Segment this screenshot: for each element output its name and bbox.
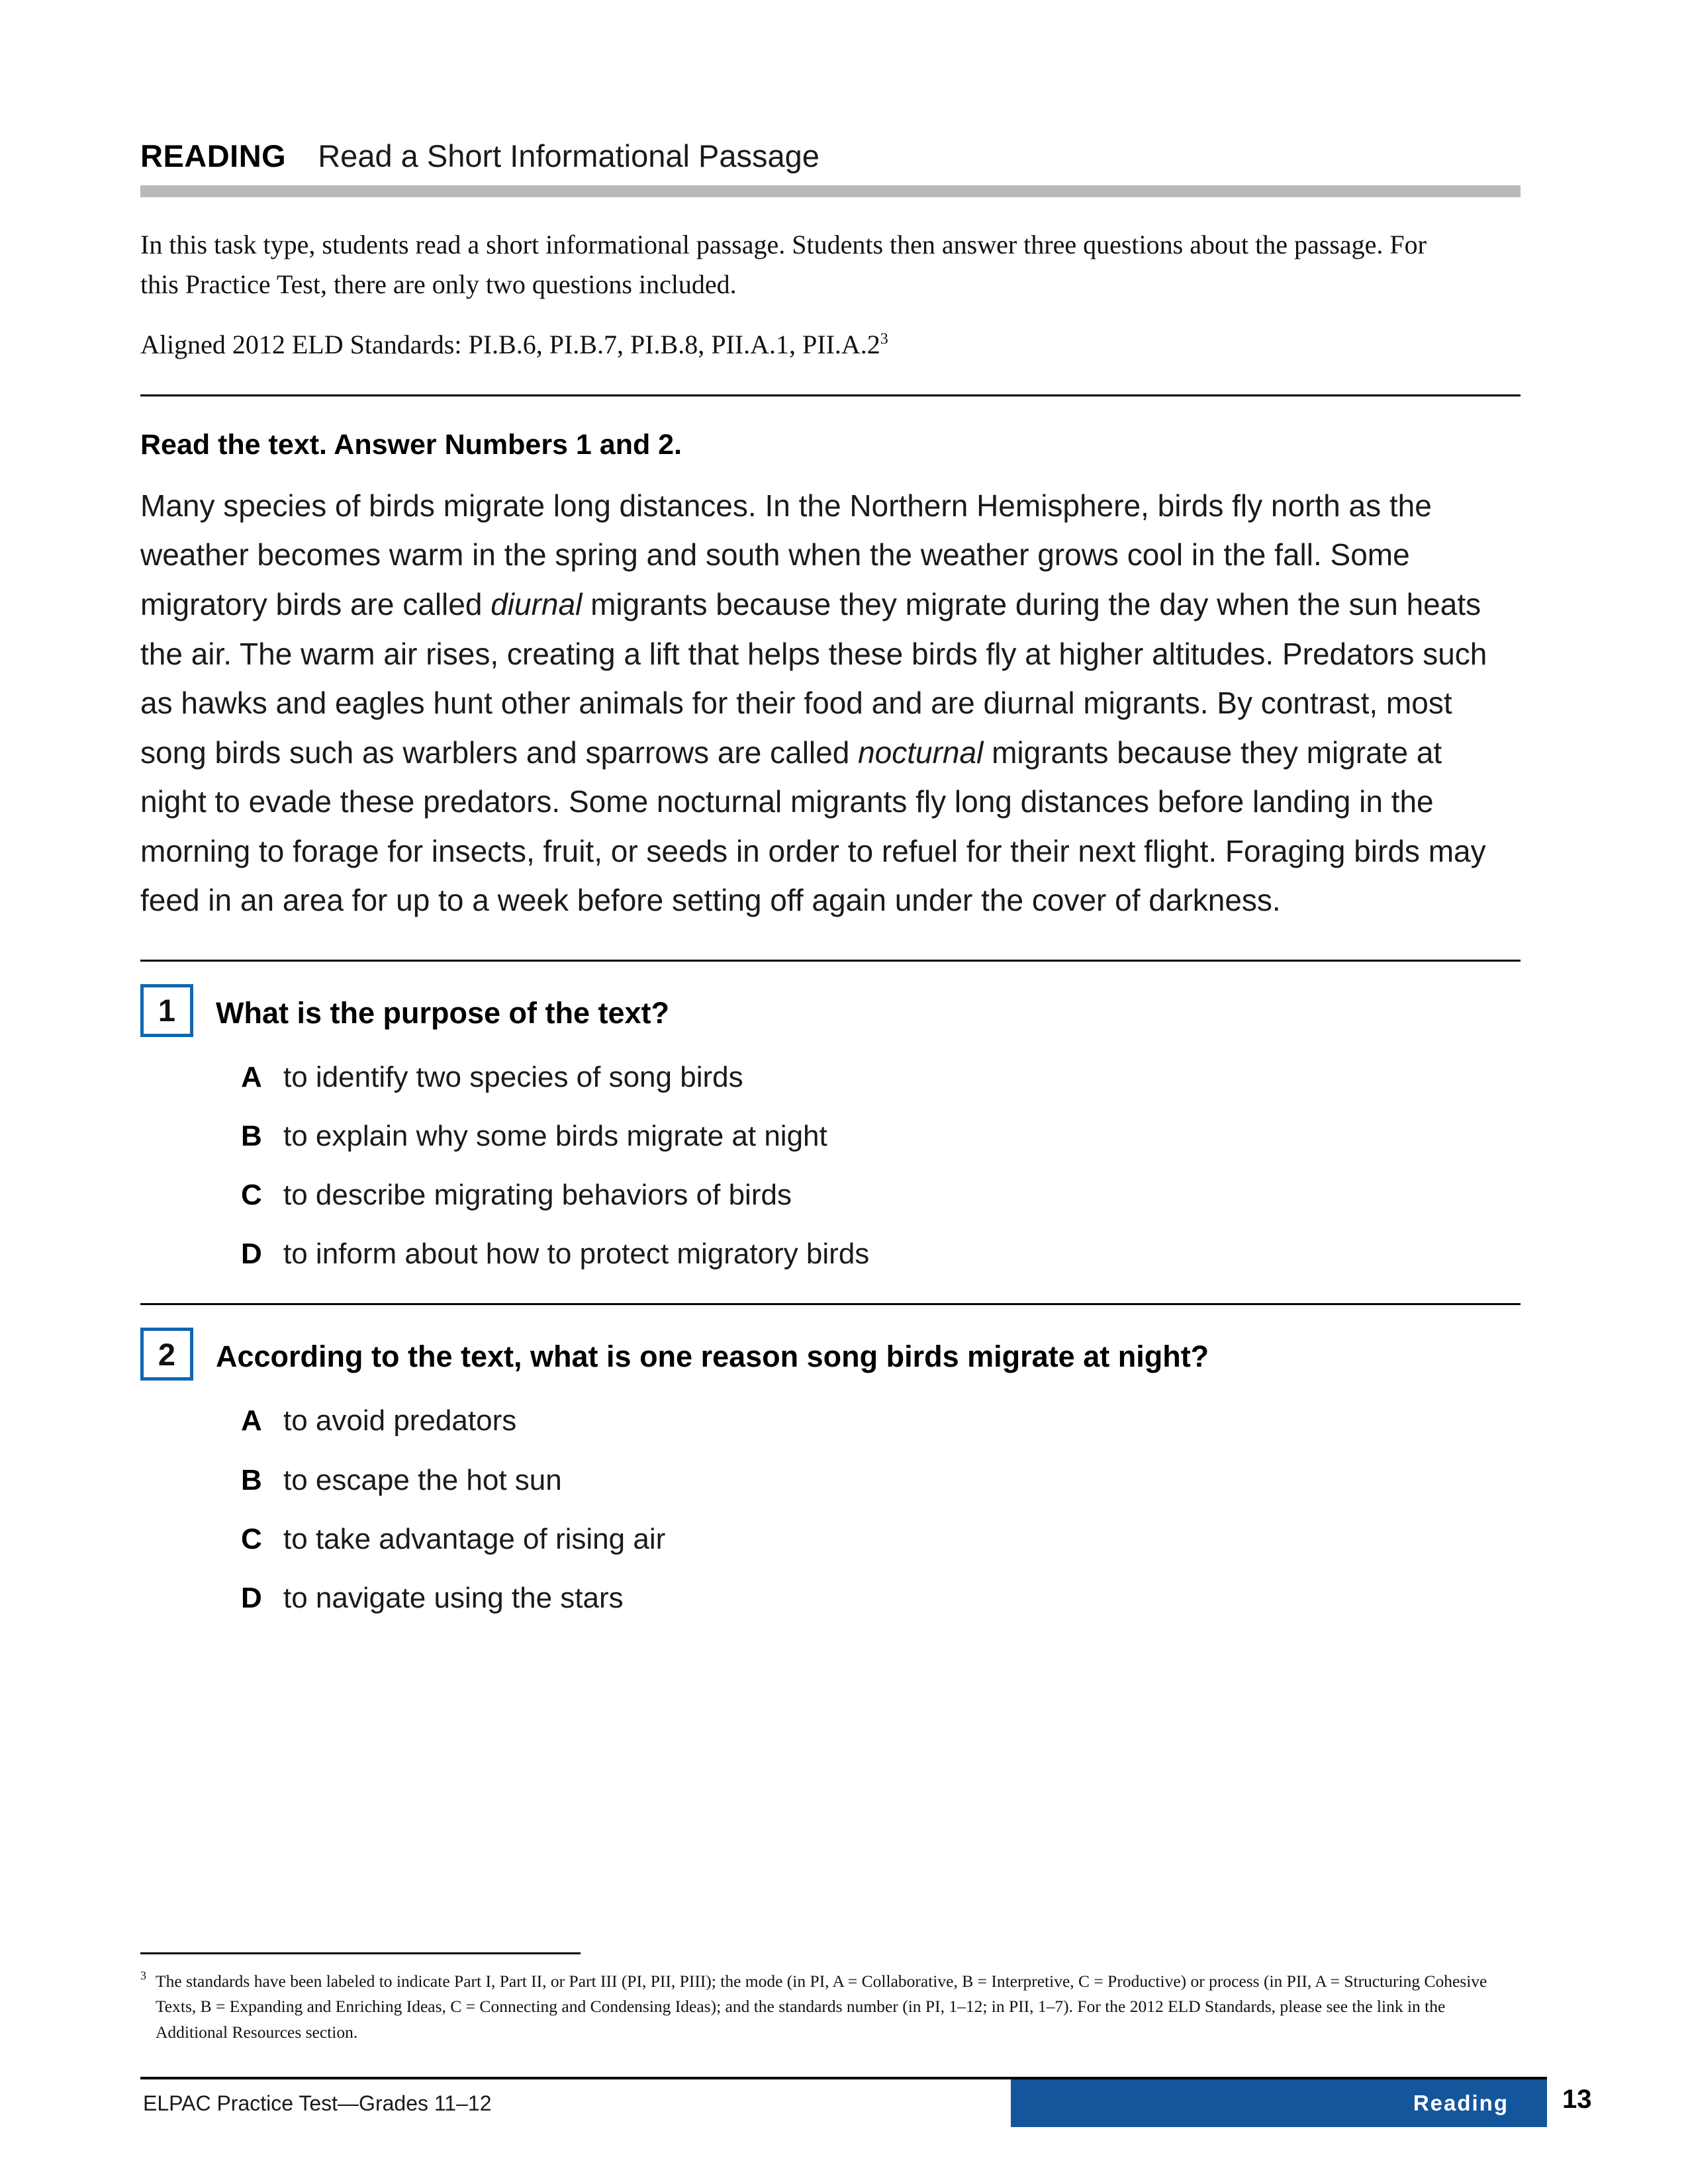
passage-italic-diurnal: diurnal [491, 587, 583, 621]
page-title: Read a Short Informational Passage [318, 138, 820, 173]
aligned-standards-text: Aligned 2012 ELD Standards: PI.B.6, PI.B.7, PI.B.8, PII.A.1, PII.A.2 [140, 330, 880, 360]
choice-option[interactable] [241, 1235, 1521, 1273]
spacer [140, 1273, 1521, 1303]
choice-letter: B [241, 1119, 262, 1152]
choice-letter: B [241, 1463, 262, 1496]
task-description [140, 225, 1464, 365]
footnote-text: The standards have been labeled to indicate Part I, Part II, or Part III (PI, PII, PIII); the mode (in PI, A = Collaborative, B = Interpretive, C = Productive) or process (in PII, A = Structuring Cohesive Texts, B = Expanding and Enriching Ideas, C = Connecting and Condensing Ideas); and the standards number (in PI, 1–12; in PII, 1–7). For the 2012 ELD Standards, please see the link in the Additional Resources section. [156, 1972, 1487, 2042]
choice-option[interactable] [241, 1402, 1521, 1439]
choice-letter: C [241, 1178, 262, 1211]
choice-text: to explain why some birds migrate at night [283, 1119, 827, 1152]
passage-italic-nocturnal: nocturnal [858, 735, 984, 770]
passage-text-part-1: Many species of birds migrate long distances. In the Northern Hemisphere, birds fly north as the weather becomes warm in the spring and south when the weather grows cool in the fall. Some migratory birds are called [140, 488, 1432, 621]
choice-text: to inform about how to protect migratory birds [283, 1238, 870, 1271]
choice-letter: D [241, 1581, 262, 1614]
question-divider-1 [140, 960, 1521, 962]
footnote-separator [140, 1952, 581, 1954]
footnote [140, 1969, 1530, 2045]
choice-option[interactable] [241, 1058, 1521, 1096]
question-row-1 [140, 984, 1521, 1037]
choice-option[interactable] [241, 1176, 1521, 1214]
aligned-standards-line [140, 325, 1464, 365]
passage-text [140, 481, 1504, 925]
footer-test-name: ELPAC Practice Test—Grades 11–12 [143, 2091, 492, 2115]
header-rule [140, 185, 1521, 197]
choice-letter: C [241, 1522, 262, 1555]
footnote-marker: 3 [140, 1969, 146, 1982]
choice-option[interactable] [241, 1579, 1521, 1617]
page-footer [140, 2077, 1547, 2127]
choice-option[interactable] [241, 1117, 1521, 1155]
choice-option[interactable] [241, 1461, 1521, 1499]
task-header [140, 139, 1521, 183]
question-block-2 [140, 1328, 1521, 1617]
choice-text: to avoid predators [283, 1404, 517, 1437]
choice-text: to take advantage of rising air [283, 1522, 666, 1555]
choice-text: to describe migrating behaviors of birds [283, 1178, 792, 1211]
task-description-paragraph: In this task type, students read a short informational passage. Students then answer three questions about the passage. For this Practice Test, there are only two questions included. [140, 229, 1427, 300]
choice-letter: A [241, 1404, 262, 1437]
footnote-area [140, 1952, 1530, 2045]
question-number-box-1: 1 [140, 984, 193, 1037]
question-row-2 [140, 1328, 1521, 1381]
choice-list-1 [140, 1058, 1521, 1273]
question-block-1 [140, 984, 1521, 1273]
page-content [140, 139, 1521, 1617]
section-kicker: READING [140, 138, 287, 173]
choice-text: to identify two species of song birds [283, 1060, 743, 1093]
question-number-box-2: 2 [140, 1328, 193, 1381]
standards-footnote-marker: 3 [880, 330, 888, 348]
choice-letter: D [241, 1238, 262, 1271]
choice-letter: A [241, 1060, 262, 1093]
section-divider-top [140, 394, 1521, 396]
question-stem-1: What is the purpose of the text? [216, 995, 670, 1030]
passage-text-part-2: migrants because they migrate during the day when the sun heats the air. The warm air rises, creating a lift that helps these birds fly at higher altitudes. Predators such as hawks and eagles hunt other animals for their food and are diurnal migrants. By contrast, most song birds such as warblers and sparrows are called [140, 587, 1487, 770]
page-number: 13 [1562, 2085, 1592, 2114]
question-stem-2: According to the text, what is one reason song birds migrate at night? [216, 1340, 1209, 1374]
footer-row [140, 2079, 1547, 2127]
question-divider-2 [140, 1303, 1521, 1305]
passage-directions: Read the text. Answer Numbers 1 and 2. [140, 429, 682, 461]
passage-text-part-3: migrants because they migrate at night to evade these predators. Some nocturnal migrants fly long distances before landing in the morning to forage for insects, fruit, or seeds in order to refuel for their next flight. Foraging birds may feed in an area for up to a week before setting off again under the cover of darkness. [140, 735, 1486, 918]
choice-option[interactable] [241, 1520, 1521, 1558]
spacer [140, 925, 1521, 960]
choice-text: to navigate using the stars [283, 1581, 624, 1614]
passage-block [140, 427, 1521, 925]
footer-section-badge: Reading [1011, 2079, 1547, 2127]
choice-list-2 [140, 1402, 1521, 1617]
choice-text: to escape the hot sun [283, 1463, 562, 1496]
